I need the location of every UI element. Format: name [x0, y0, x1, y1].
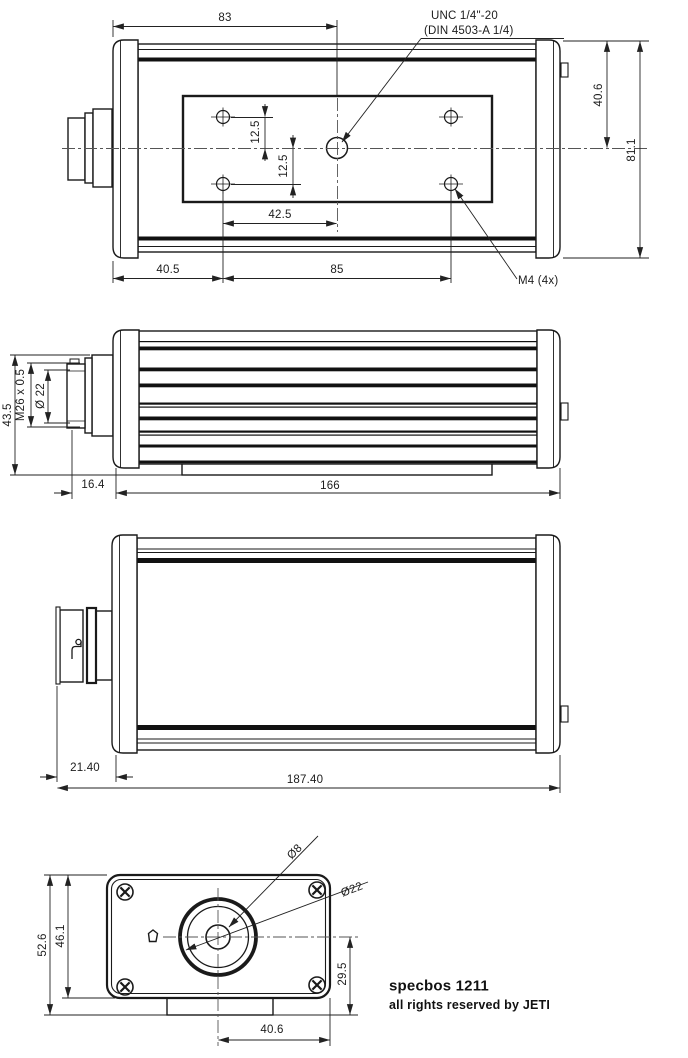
left-end-cap-finned — [113, 330, 139, 468]
front-base-plate — [167, 998, 273, 1015]
dim-label-166: 166 — [320, 480, 340, 492]
dim-label-dia22-front: Ø22 — [339, 880, 365, 900]
housing-body-finned — [139, 331, 537, 464]
dim-label-dia22-side: Ø 22 — [35, 383, 47, 409]
dim-label-42-5: 42.5 — [268, 209, 292, 221]
dim-label-12-5-bottom: 12.5 — [278, 154, 290, 178]
housing-body-plain — [137, 538, 536, 750]
side-tab-plain — [561, 706, 568, 722]
dim-label-81-1: 81.1 — [626, 138, 638, 162]
side-view-finned — [10, 330, 568, 499]
dim-label-21-40: 21.40 — [70, 762, 100, 774]
dim-label-85: 85 — [330, 264, 344, 276]
left-end-cap — [113, 40, 138, 258]
side-tab — [561, 63, 568, 77]
right-end-cap-plain — [536, 535, 560, 753]
dim-label-43-5: 43.5 — [2, 403, 14, 427]
dim-label-40-6-top: 40.6 — [593, 83, 605, 107]
product-title: specbos 1211 — [389, 977, 489, 995]
lens-barrel-finned — [67, 355, 113, 436]
dim-label-29-5: 29.5 — [337, 962, 349, 986]
right-end-cap — [536, 40, 560, 258]
right-end-cap-finned — [537, 330, 560, 468]
left-end-cap-plain — [112, 535, 137, 753]
lens-barrel-top — [68, 109, 112, 187]
dim-label-52-6: 52.6 — [37, 933, 49, 957]
note-thread-line2: (DIN 4503-A 1/4) — [424, 25, 514, 37]
note-m4-holes: M4 (4x) — [518, 275, 559, 287]
dim-label-12-5-top: 12.5 — [250, 120, 262, 144]
front-housing-outer — [107, 875, 330, 998]
side-tab-finned — [561, 403, 568, 420]
dim-label-dia8: Ø8 — [285, 842, 305, 862]
copyright-note: all rights reserved by JETI — [389, 998, 551, 1012]
front-view — [44, 836, 368, 1046]
dim-label-46-1: 46.1 — [55, 924, 67, 948]
lens-barrel-plain — [56, 607, 112, 684]
dim-label-187-40: 187.40 — [286, 774, 324, 786]
dim-label-m26: M26 x 0.5 — [15, 368, 27, 422]
center-thread-hole — [327, 138, 348, 159]
note-thread-line1: UNC 1/4"-20 — [431, 10, 498, 22]
side-view-plain — [40, 535, 568, 793]
dim-label-40-5: 40.5 — [156, 264, 180, 276]
dim-label-83: 83 — [218, 12, 232, 24]
dim-label-16-4: 16.4 — [81, 479, 105, 491]
top-view — [62, 20, 650, 283]
dim-label-40-6-front: 40.6 — [260, 1024, 284, 1036]
